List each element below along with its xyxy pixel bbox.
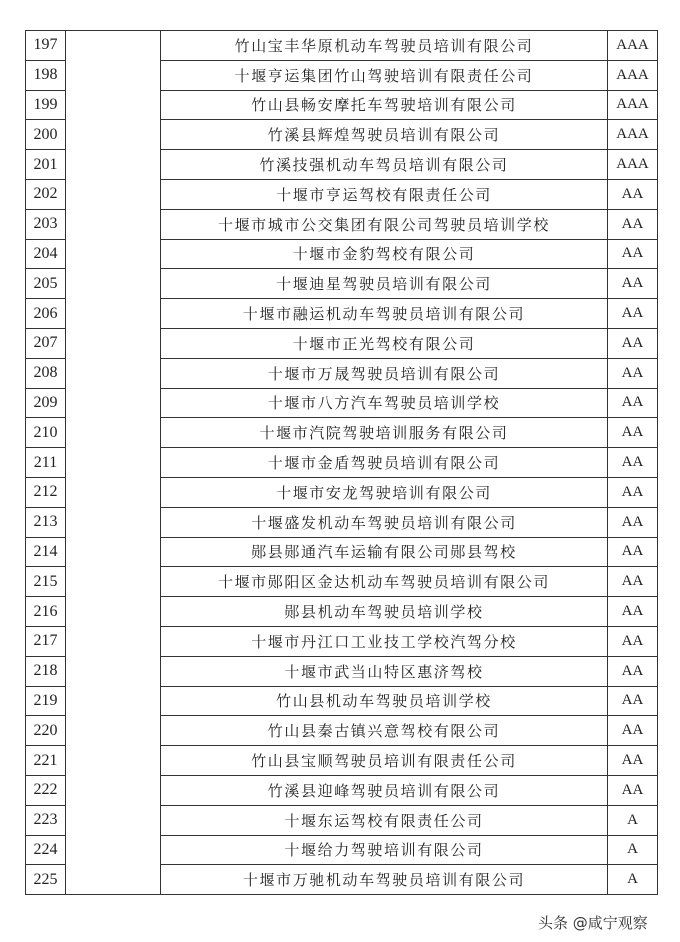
row-number: 215 (26, 567, 66, 597)
driving-school-rating-table (25, 30, 658, 895)
company-name: 十堰迪星驾驶员培训有限公司 (161, 269, 608, 299)
rating: AA (608, 716, 658, 746)
rating: AA (608, 418, 658, 448)
rating: AA (608, 299, 658, 329)
company-name: 十堰市金豹驾校有限公司 (161, 239, 608, 269)
rating: A (608, 805, 658, 835)
row-number: 214 (26, 537, 66, 567)
row-number: 223 (26, 805, 66, 835)
row-number: 197 (26, 31, 66, 61)
row-number: 205 (26, 269, 66, 299)
merged-empty-cell (66, 31, 161, 895)
company-name: 十堰市万驰机动车驾驶员培训有限公司 (161, 865, 608, 895)
rating: AA (608, 269, 658, 299)
rating: AAA (608, 150, 658, 180)
company-name: 郧县机动车驾驶员培训学校 (161, 597, 608, 627)
company-name: 竹山县畅安摩托车驾驶培训有限公司 (161, 90, 608, 120)
rating: AA (608, 507, 658, 537)
rating: AA (608, 567, 658, 597)
row-number: 201 (26, 150, 66, 180)
row-number: 224 (26, 835, 66, 865)
company-name: 十堰市武当山特区惠济驾校 (161, 656, 608, 686)
row-number: 219 (26, 686, 66, 716)
company-name: 竹山县宝顺驾驶员培训有限责任公司 (161, 746, 608, 776)
company-name: 十堰市郧阳区金达机动车驾驶员培训有限公司 (161, 567, 608, 597)
company-name: 十堰市融运机动车驾驶员培训有限公司 (161, 299, 608, 329)
row-number: 220 (26, 716, 66, 746)
row-number: 202 (26, 179, 66, 209)
row-number: 208 (26, 358, 66, 388)
rating: AA (608, 448, 658, 478)
table-body (26, 31, 658, 895)
company-name: 郧县郧通汽车运输有限公司郧县驾校 (161, 537, 608, 567)
company-name: 竹山县机动车驾驶员培训学校 (161, 686, 608, 716)
rating: AA (608, 209, 658, 239)
row-number: 198 (26, 60, 66, 90)
row-number: 222 (26, 775, 66, 805)
company-name: 十堰市亨运驾校有限责任公司 (161, 179, 608, 209)
company-name: 十堰市城市公交集团有限公司驾驶员培训学校 (161, 209, 608, 239)
row-number: 210 (26, 418, 66, 448)
rating: AAA (608, 90, 658, 120)
rating: AA (608, 686, 658, 716)
company-name: 十堰市正光驾校有限公司 (161, 328, 608, 358)
company-name: 十堰市万晟驾驶员培训有限公司 (161, 358, 608, 388)
rating: AA (608, 477, 658, 507)
row-number: 203 (26, 209, 66, 239)
rating: AAA (608, 60, 658, 90)
rating: AA (608, 746, 658, 776)
rating: A (608, 865, 658, 895)
company-name: 十堰盛发机动车驾驶员培训有限公司 (161, 507, 608, 537)
row-number: 200 (26, 120, 66, 150)
row-number: 207 (26, 328, 66, 358)
row-number: 204 (26, 239, 66, 269)
rating: AAA (608, 120, 658, 150)
company-name: 竹山宝丰华原机动车驾驶员培训有限公司 (161, 31, 608, 61)
company-name: 竹溪县辉煌驾驶员培训有限公司 (161, 120, 608, 150)
company-name: 竹溪技强机动车驾员培训有限公司 (161, 150, 608, 180)
rating: A (608, 835, 658, 865)
row-number: 211 (26, 448, 66, 478)
company-name: 十堰亨运集团竹山驾驶培训有限责任公司 (161, 60, 608, 90)
table-row (26, 31, 658, 61)
rating: AA (608, 358, 658, 388)
rating: AA (608, 388, 658, 418)
rating: AA (608, 775, 658, 805)
company-name: 十堰市安龙驾驶培训有限公司 (161, 477, 608, 507)
company-name: 竹溪县迎峰驾驶员培训有限公司 (161, 775, 608, 805)
row-number: 221 (26, 746, 66, 776)
rating: AA (608, 626, 658, 656)
company-name: 十堰给力驾驶培训有限公司 (161, 835, 608, 865)
company-name: 十堰市八方汽车驾驶员培训学校 (161, 388, 608, 418)
rating: AA (608, 656, 658, 686)
company-name: 十堰东运驾校有限责任公司 (161, 805, 608, 835)
company-name: 竹山县秦古镇兴意驾校有限公司 (161, 716, 608, 746)
row-number: 216 (26, 597, 66, 627)
row-number: 225 (26, 865, 66, 895)
row-number: 209 (26, 388, 66, 418)
row-number: 218 (26, 656, 66, 686)
rating: AA (608, 239, 658, 269)
row-number: 213 (26, 507, 66, 537)
company-name: 十堰市汽院驾驶培训服务有限公司 (161, 418, 608, 448)
company-name: 十堰市丹江口工业技工学校汽驾分校 (161, 626, 608, 656)
company-name: 十堰市金盾驾驶员培训有限公司 (161, 448, 608, 478)
row-number: 206 (26, 299, 66, 329)
rating: AA (608, 179, 658, 209)
rating: AA (608, 537, 658, 567)
watermark: 头条 @咸宁观察 (538, 914, 648, 932)
rating: AA (608, 328, 658, 358)
rating: AAA (608, 31, 658, 61)
row-number: 217 (26, 626, 66, 656)
row-number: 212 (26, 477, 66, 507)
rating: AA (608, 597, 658, 627)
row-number: 199 (26, 90, 66, 120)
